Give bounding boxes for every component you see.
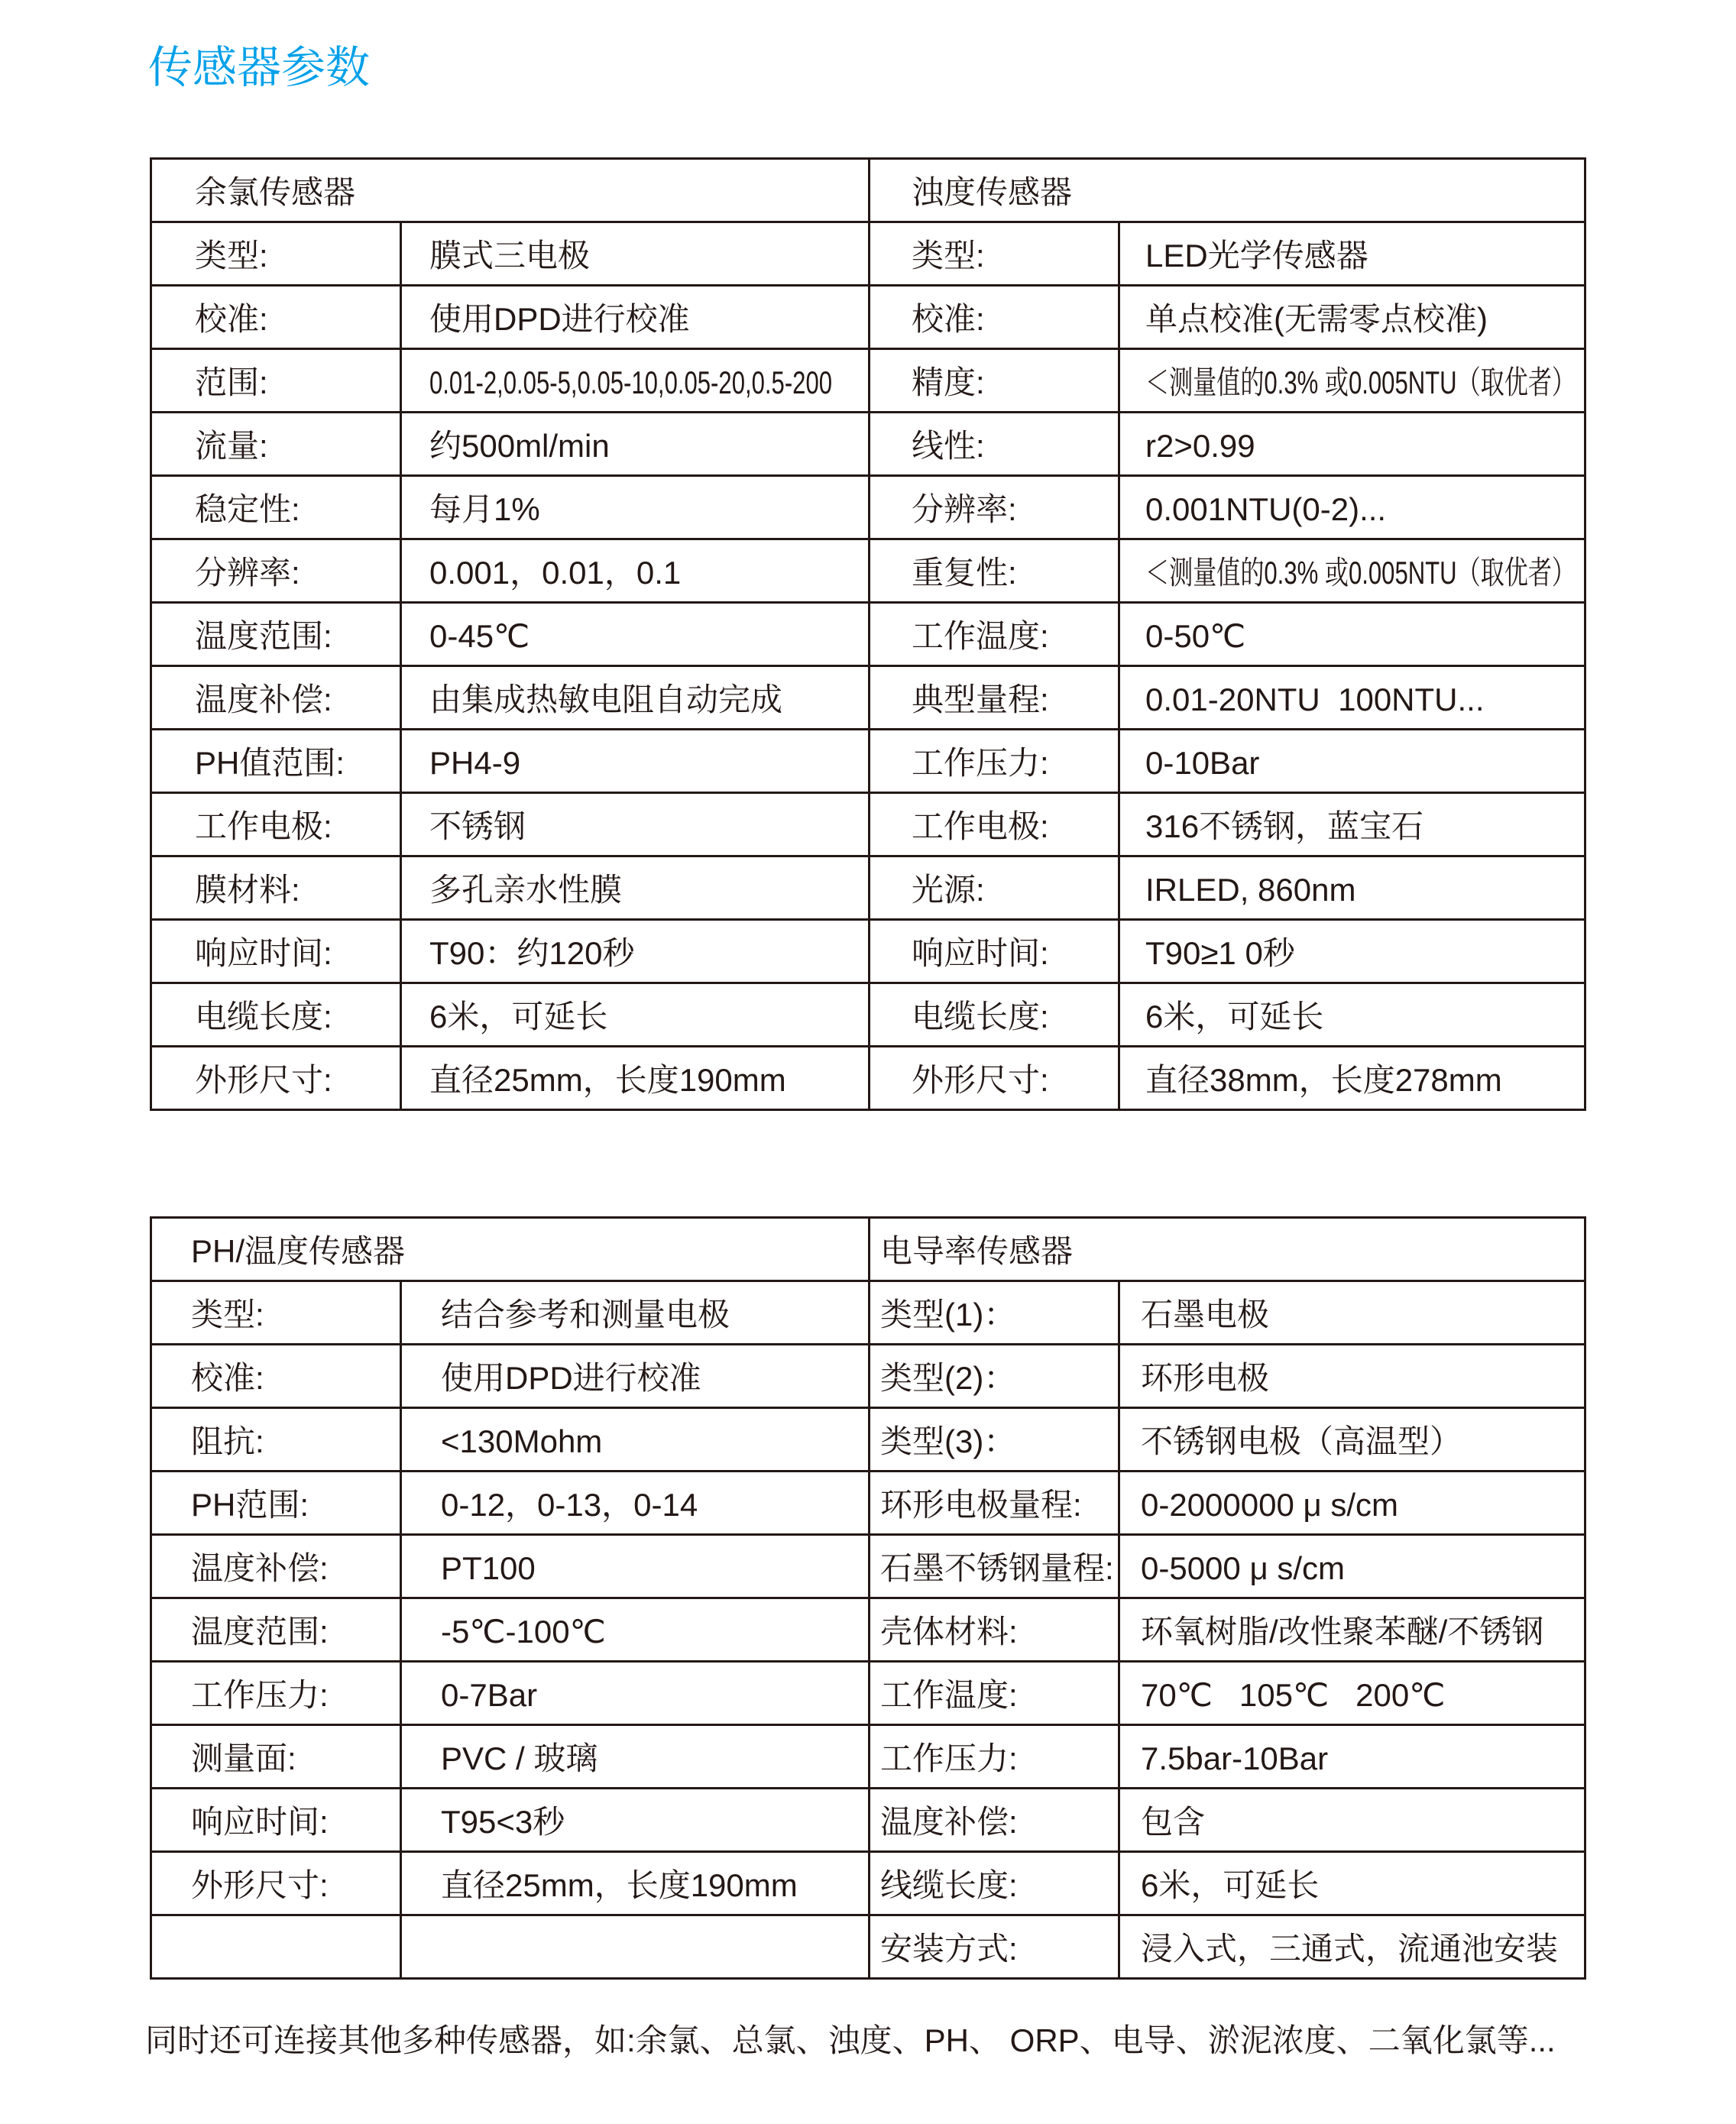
spec-value: 6米，可延长 [1120,984,1586,1047]
spec-label: 稳定性: [152,477,402,540]
spec-label: 典型量程: [870,667,1120,730]
spec-label: 安装方式: [870,1916,1120,1980]
spec-value: 石墨电极 [1120,1282,1586,1345]
sensor-title-conductivity: 电导率传感器 [870,1219,1586,1282]
spec-value: 0-2000000 μ s/cm [1120,1472,1586,1536]
spec-label: 壳体材料: [870,1599,1120,1663]
spec-value: 0.01-20NTU 100NTU... [1120,667,1586,730]
spec-label: 工作压力: [870,1726,1120,1789]
spec-value: 不锈钢电极（高温型） [1120,1409,1586,1472]
spec-value: -5℃-100℃ [402,1599,870,1663]
spec-value: 7.5bar-10Bar [1120,1726,1586,1789]
spec-value: 使用DPD进行校准 [402,287,870,350]
spec-value [1120,350,1586,413]
spec-value: PH4-9 [402,730,870,794]
spec-value: 环形电极 [1120,1345,1586,1409]
spec-value [402,350,870,413]
spec-value: 约500ml/min [402,413,870,477]
spec-value: 使用DPD进行校准 [402,1345,870,1409]
spec-value: <130Mohm [402,1409,870,1472]
spec-value: 70℃ 105℃ 200℃ [1120,1663,1586,1726]
spec-value-text: ＜测量值的0.3% 或0.005NTU（取优者） [1145,555,1576,591]
spec-value-text: 0.01-2,0.05-5,0.05-10,0.05-20,0.5-200 [429,364,833,400]
spec-label: 流量: [152,413,402,477]
spec-label: 线性: [870,413,1120,477]
spec-label: 石墨不锈钢量程: [870,1536,1120,1599]
spec-value: 每月1% [402,477,870,540]
spec-label: 温度范围: [152,604,402,667]
spec-label: 测量面: [152,1726,402,1789]
spec-value: 6米，可延长 [402,984,870,1047]
spec-label: 电缆长度: [870,984,1120,1047]
spec-label: 温度补偿: [152,667,402,730]
spec-label: 外形尺寸: [152,1047,402,1111]
spec-value: 0-10Bar [1120,730,1586,794]
spec-label: 类型(3)： [870,1409,1120,1472]
spec-label: 类型: [870,223,1120,287]
sensor-title-ph-temperature: PH/温度传感器 [152,1219,870,1282]
spec-value: r2>0.99 [1120,413,1586,477]
spec-value: 单点校准(无需零点校准) [1120,287,1586,350]
spec-value: 0-5000 μ s/cm [1120,1536,1586,1599]
spec-label: 分辨率: [870,477,1120,540]
spec-table-ph-conductivity [150,1216,1586,1980]
footer-note: 同时还可连接其他多种传感器，如:余氯、总氯、浊度、PH、 ORP、电导、淤泥浓度、二氧化氯等... [145,2022,1556,2058]
spec-value: 0.001NTU(0-2)... [1120,477,1586,540]
spec-value: 结合参考和测量电极 [402,1282,870,1345]
spec-label: 校准: [152,287,402,350]
spec-label: 校准: [152,1345,402,1409]
spec-value: 0-50℃ [1120,604,1586,667]
spec-label: 工作电极: [870,794,1120,857]
spec-label: 外形尺寸: [870,1047,1120,1111]
spec-value: T90≥1 0秒 [1120,921,1586,984]
spec-label: 分辨率: [152,540,402,604]
spec-label: 温度补偿: [870,1789,1120,1853]
spec-label: 类型: [152,1282,402,1345]
spec-value: 直径25mm，长度190mm [402,1853,870,1916]
spec-label: 工作压力: [870,730,1120,794]
spec-label: 精度: [870,350,1120,413]
spec-value: 0.001，0.01，0.1 [402,540,870,604]
spec-value: 浸入式，三通式，流通池安装 [1120,1916,1586,1980]
spec-label: 工作温度: [870,1663,1120,1726]
spec-label: 工作压力: [152,1663,402,1726]
spec-value: 直径25mm，长度190mm [402,1047,870,1111]
spec-label: 温度补偿: [152,1536,402,1599]
spec-value-text: ＜测量值的0.3% 或0.005NTU（取优者） [1145,364,1576,400]
spec-value: 不锈钢 [402,794,870,857]
spec-label: 重复性: [870,540,1120,604]
spec-label-empty [152,1916,402,1980]
spec-value: 环氧树脂/改性聚苯醚/不锈钢 [1120,1599,1586,1663]
spec-label: 类型(1)： [870,1282,1120,1345]
spec-value: PT100 [402,1536,870,1599]
spec-value [1120,540,1586,604]
spec-value: 直径38mm，长度278mm [1120,1047,1586,1111]
spec-value: T90：约120秒 [402,921,870,984]
spec-value: LED光学传感器 [1120,223,1586,287]
spec-value: 0-12，0-13，0-14 [402,1472,870,1536]
spec-label: 环形电极量程: [870,1472,1120,1536]
spec-label: 工作电极: [152,794,402,857]
spec-label: 光源: [870,857,1120,921]
spec-label: 响应时间: [152,921,402,984]
spec-value: 多孔亲水性膜 [402,857,870,921]
spec-label: PH范围: [152,1472,402,1536]
spec-label: PH值范围: [152,730,402,794]
spec-label: 线缆长度: [870,1853,1120,1916]
spec-label: 范围: [152,350,402,413]
spec-label: 类型(2)： [870,1345,1120,1409]
spec-value: PVC / 玻璃 [402,1726,870,1789]
spec-label: 类型: [152,223,402,287]
spec-label: 温度范围: [152,1599,402,1663]
spec-value: 316不锈钢，蓝宝石 [1120,794,1586,857]
spec-value: 0-45℃ [402,604,870,667]
spec-label: 工作温度: [870,604,1120,667]
spec-label: 外形尺寸: [152,1853,402,1916]
spec-value: 6米，可延长 [1120,1853,1586,1916]
spec-value: 由集成热敏电阻自动完成 [402,667,870,730]
spec-label: 膜材料: [152,857,402,921]
spec-value-empty [402,1916,870,1980]
spec-label: 响应时间: [152,1789,402,1853]
spec-value: 包含 [1120,1789,1586,1853]
sensor-title-turbidity: 浊度传感器 [870,160,1586,223]
spec-value: 0-7Bar [402,1663,870,1726]
page-title: 传感器参数 [148,43,371,92]
spec-table-chlorine-turbidity [150,157,1586,1111]
spec-value: T95<3秒 [402,1789,870,1853]
spec-label: 响应时间: [870,921,1120,984]
spec-label: 电缆长度: [152,984,402,1047]
spec-value: IRLED, 860nm [1120,857,1586,921]
spec-label: 校准: [870,287,1120,350]
spec-label: 阻抗: [152,1409,402,1472]
sensor-title-residual-chlorine: 余氯传感器 [152,160,870,223]
spec-value: 膜式三电极 [402,223,870,287]
